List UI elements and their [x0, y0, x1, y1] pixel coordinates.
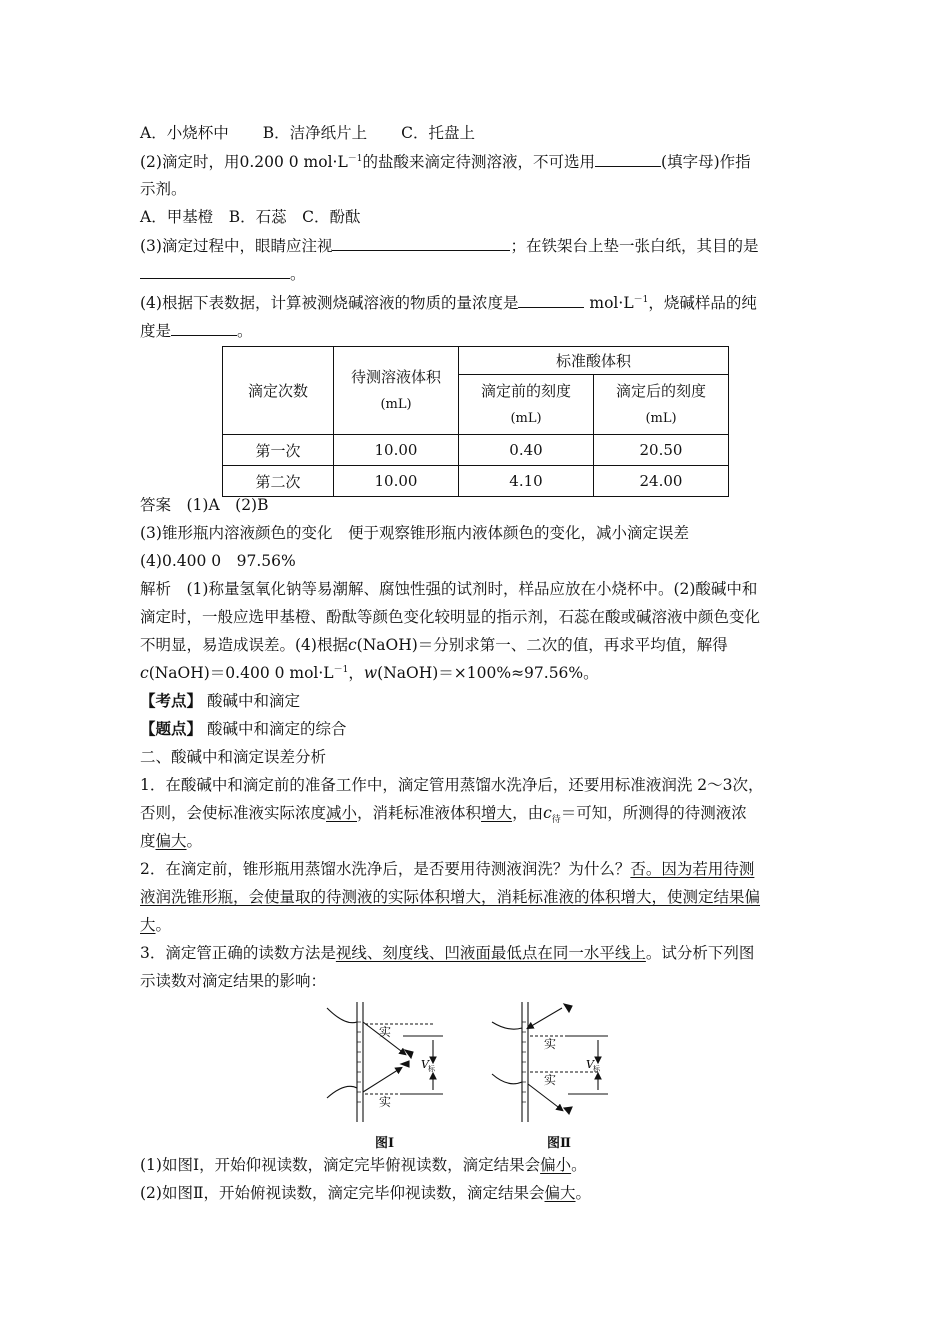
question-3: (3)滴定过程中，眼睛应注视 ；在铁架台上垫一张白纸，其目的是: [140, 234, 758, 257]
analysis-line-1: 解析 (1)称量氢氧化钠等易潮解、腐蚀性强的试剂时，样品应放在小烧杯中。(2)酸碱中和: [140, 580, 758, 598]
real-label: 实: [544, 1037, 557, 1051]
header-before: 滴定前的刻度 (mL): [459, 375, 594, 435]
burette-reading-figure: [315, 1002, 625, 1151]
result-2: (2)如图Ⅱ，开始俯视读数，滴定完毕仰视读数，滴定结果会偏大。: [140, 1184, 592, 1202]
para-1-line-1: 1．在酸碱中和滴定前的准备工作中，滴定管用蒸馏水洗净后，还要用标准液润洗 2～3次，: [140, 776, 764, 794]
v-label: V: [421, 1058, 429, 1071]
burette-diagram: [315, 1002, 625, 1147]
section-heading: 二、酸碱中和滴定误差分析: [140, 748, 327, 766]
question-4-line2: 度是 。: [140, 319, 253, 342]
para-1-line-3: 度偏大。: [140, 832, 203, 850]
real-label: 实: [379, 1095, 392, 1109]
q1-options: [140, 122, 475, 144]
option-c: C．托盘上: [401, 124, 475, 142]
para-2-line-2: 液润洗锥形瓶，会使量取的待测液的实际体积增大，消耗标准液的体积增大，使测定结果偏: [140, 888, 761, 906]
v-label: V: [586, 1058, 594, 1071]
para-3-line-1: 3．滴定管正确的读数方法是视线、刻度线、凹液面最低点在同一水平线上。试分析下列图: [140, 944, 755, 962]
answer-blank: [140, 262, 290, 279]
header-volume: 待测溶液体积 (mL): [334, 347, 459, 435]
header-count: 滴定次数: [223, 347, 334, 435]
analysis-line-2: 滴定时，一般应选甲基橙、酚酞等颜色变化较明显的指示剂，石蕊在酸或碱溶液中颜色变化: [140, 608, 761, 626]
para-2-line-3: 大。: [140, 916, 172, 934]
answer-blank: [518, 291, 584, 308]
answer-blank: [595, 150, 661, 167]
question-2: (2)滴定时，用0.200 0 $mol\cdot L^{-1}$的盐酸来滴定待测溶液，不可选用 (填字母)作指: [140, 150, 751, 173]
table-row: 第二次 10.00 4.10 24.00: [223, 466, 729, 497]
para-3-line-2: 示读数对滴定结果的影响：: [140, 972, 327, 990]
header-after: 滴定后的刻度 (mL): [594, 375, 729, 435]
para-2-line-1: 2．在滴定前，锥形瓶用蒸馏水洗净后，是否要用待测液润洗？为什么？否。因为若用待测: [140, 860, 755, 878]
v-sub-label: 标: [593, 1065, 600, 1073]
question-2-line2: 示剂。: [140, 180, 187, 198]
answer-blank: [332, 234, 510, 251]
question-3-line2: 。: [140, 262, 306, 285]
result-1: (1)如图Ⅰ，开始仰视读数，滴定完毕俯视读数，滴定结果会偏小。: [140, 1156, 587, 1174]
header-standard-acid: 标准酸体积: [459, 347, 729, 375]
option-b: B．洁净纸片上: [262, 124, 368, 142]
analysis-line-3: 不明显，易造成误差。(4)根据c(NaOH)＝分别求第一、二次的值，再求平均值，解得: [140, 636, 728, 654]
q2-options: A．甲基橙 B．石蕊 C．酚酞: [140, 208, 361, 226]
titration-data-table: [222, 346, 729, 497]
table-row: 第一次 10.00 0.40 20.50: [223, 435, 729, 466]
real-label: 实: [544, 1073, 557, 1087]
answer-line-1: 答案 (1)A (2)B: [140, 496, 269, 514]
v-sub-label: 标: [428, 1065, 435, 1073]
real-label: 实: [379, 1025, 392, 1039]
tidian: 【题点】 酸碱中和滴定的综合: [140, 719, 347, 738]
option-a: A．小烧杯中: [140, 124, 229, 142]
kaodian: 【考点】 酸碱中和滴定: [140, 691, 300, 710]
answer-blank: [171, 319, 237, 336]
question-4: (4)根据下表数据，计算被测烧碱溶液的物质的量浓度是 $mol\cdot L^{-1}$，烧碱样品的纯: [140, 291, 757, 314]
figure-2-caption: 图Ⅱ: [547, 1136, 571, 1151]
answer-line-2: (3)锥形瓶内溶液颜色的变化 便于观察锥形瓶内液体颜色的变化，减小滴定误差: [140, 524, 689, 542]
analysis-line-4: c(NaOH)＝0.400 0 $mol\cdot L^{-1}$，w(NaOH)＝×100%≈97.56%。: [140, 664, 599, 682]
para-1-line-2: 否则，会使标准液实际浓度减小，消耗标准液体积增大，由$c_待=$可知，所测得的待测液浓: [140, 804, 747, 826]
answer-line-3: (4)0.400 0 97.56%: [140, 552, 296, 570]
figure-1-caption: 图Ⅰ: [375, 1136, 395, 1151]
